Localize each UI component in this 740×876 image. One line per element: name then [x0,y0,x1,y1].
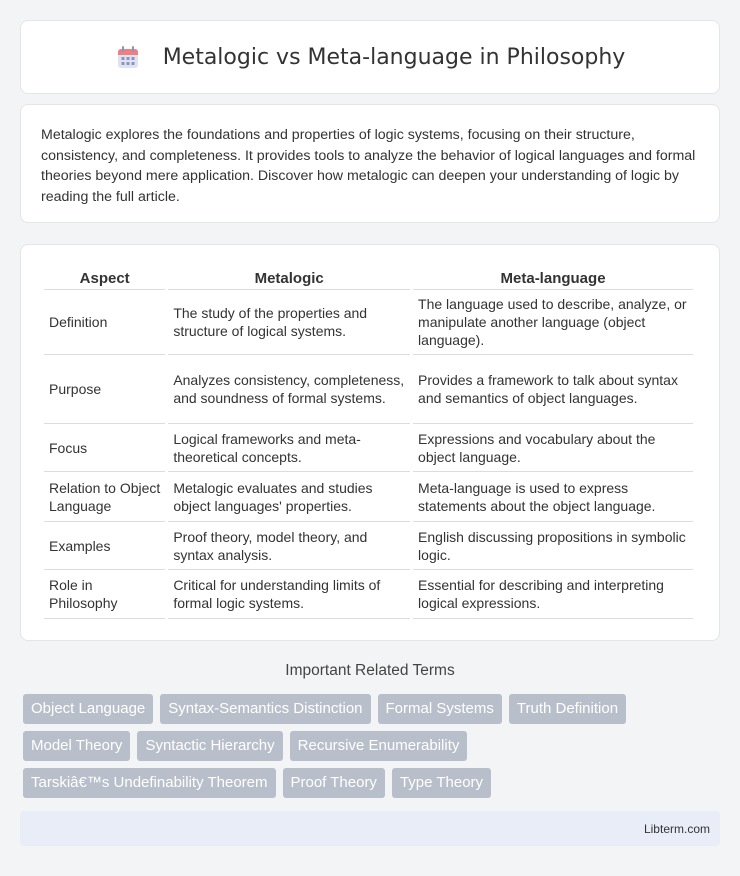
cell-metalogic: Critical for understanding limits of formal logic systems. [168,570,410,619]
cell-metalanguage: Meta-language is used to express statements about the object language. [413,472,693,522]
tag-type-theory[interactable]: Type Theory [392,768,491,798]
table-row [44,424,693,472]
tag-row [23,731,723,761]
cell-metalogic: Proof theory, model theory, and syntax analysis. [168,522,410,570]
cell-metalanguage: Provides a framework to talk about syntax and semantics of object languages. [413,355,693,424]
header-aspect: Aspect [44,265,165,290]
footer [20,811,720,846]
comparison-table-card [20,244,720,641]
tag-syntax-semantics-distinction[interactable]: Syntax-Semantics Distinction [160,694,370,724]
tag-object-language[interactable]: Object Language [23,694,153,724]
tag-row [23,694,723,724]
cell-aspect: Relation to Object Language [44,472,165,522]
cell-aspect: Definition [44,290,165,355]
cell-metalanguage: Essential for describing and interpreting logical expressions. [413,570,693,619]
header-metalanguage: Meta-language [413,265,693,290]
footer-site[interactable]: Libterm.com [643,821,710,836]
tag-row [23,768,723,798]
tag-truth-definition[interactable]: Truth Definition [509,694,626,724]
cell-metalogic: Analyzes consistency, completeness, and soundness of formal systems. [168,355,410,424]
table-row [44,290,693,355]
cell-metalanguage: Expressions and vocabulary about the object language. [413,424,693,472]
cell-aspect: Examples [44,522,165,570]
cell-aspect: Focus [44,424,165,472]
tag-syntactic-hierarchy[interactable]: Syntactic Hierarchy [137,731,282,761]
cell-aspect: Purpose [44,355,165,424]
related-terms-title: Important Related Terms [285,662,455,679]
tag-recursive-enumerability[interactable]: Recursive Enumerability [290,731,468,761]
table-row [44,355,693,424]
header-metalogic: Metalogic [168,265,410,290]
page-title: Metalogic vs Meta-language in Philosophy [162,44,626,70]
intro-text: Metalogic explores the foundations and properties of logic systems, focusing on their structure, consistency, and completeness. It provides tools to analyze the behavior of logical languages and formal theories beyond mere application. Discover how metalogic can deepen your understanding of logic by reading the full article. [41,127,696,205]
table-header-row [44,265,693,290]
related-terms-tags [23,694,723,805]
cell-metalogic: Logical frameworks and meta-theoretical concepts. [168,424,410,472]
intro-card [20,104,720,223]
table-row [44,472,693,522]
tag-formal-systems[interactable]: Formal Systems [378,694,502,724]
cell-metalogic: The study of the properties and structure of logical systems. [168,290,410,355]
tag-tarski-undefinability-theorem[interactable]: Tarskiâ€™s Undefinability Theorem [23,768,276,798]
cell-metalogic: Metalogic evaluates and studies object languages' properties. [168,472,410,522]
cell-aspect: Role in Philosophy [44,570,165,619]
table-row [44,570,693,619]
header-card [20,20,720,94]
table-row [44,522,693,570]
comparison-table [41,265,696,619]
tag-proof-theory[interactable]: Proof Theory [283,768,385,798]
cell-metalanguage: The language used to describe, analyze, or manipulate another language (object language). [413,290,693,355]
cell-metalanguage: English discussing propositions in symbolic logic. [413,522,693,570]
calendar-icon [115,44,141,70]
tag-model-theory[interactable]: Model Theory [23,731,130,761]
